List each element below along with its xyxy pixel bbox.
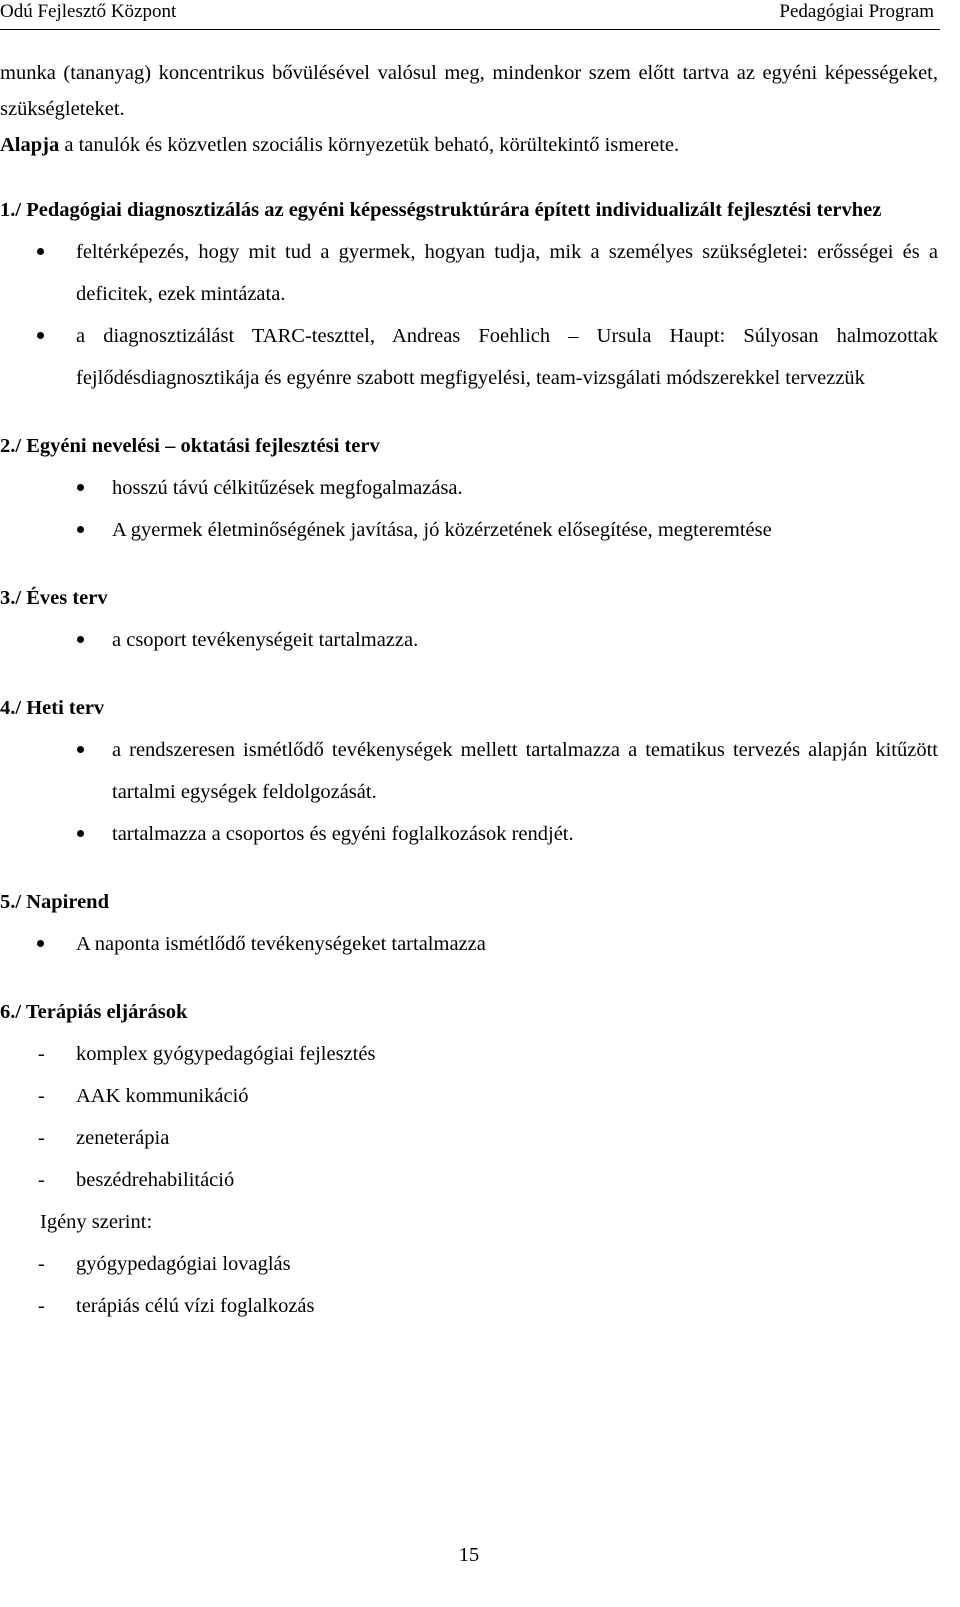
list-item: - zeneterápia: [0, 1117, 938, 1159]
list-item: - terápiás célú vízi foglalkozás: [0, 1285, 938, 1327]
list-item: a diagnosztizálást TARC-teszttel, Andreas Foehlich – Ursula Haupt: Súlyosan halmozottak fejlődésdiagnosztikája és egyénre szabott megfigyelési, team-vizsgálati módszerekkel tervezzük: [0, 315, 938, 399]
dash-marker: -: [38, 1085, 45, 1107]
bullet-icon: [77, 746, 84, 753]
list-item: A naponta ismétlődő tevékenységeket tartalmazza: [0, 923, 938, 965]
dash-marker: -: [38, 1253, 45, 1275]
intro-alapja: [0, 127, 938, 163]
section-4-list: [0, 729, 938, 855]
page-number: 15: [458, 1544, 480, 1566]
document-body: [0, 55, 938, 1327]
on-demand-label: Igény szerint:: [40, 1211, 153, 1233]
list-item: A gyermek életminőségének javítása, jó közérzetének elősegítése, megteremtése: [0, 509, 938, 551]
list-item: a rendszeresen ismétlődő tevékenységek mellett tartalmazza a tematikus tervezés alapján kitűzött tartalmi egységek feldolgozását.: [0, 729, 938, 813]
header-document-title: Pedagógiai Program: [779, 1, 934, 22]
section-1-title: 1./ Pedagógiai diagnosztizálás az egyéni képességstruktúrára épített individualizált fejlesztési tervhez: [0, 199, 882, 221]
bullet-icon: [77, 636, 84, 643]
section-3-list: [0, 619, 938, 661]
section-6-list: [0, 1033, 938, 1201]
alapja-bold: Alapja: [0, 134, 60, 156]
list-item: - AAK kommunikáció: [0, 1075, 938, 1117]
section-4-title: 4./ Heti terv: [0, 697, 105, 719]
list-item: feltérképezés, hogy mit tud a gyermek, hogyan tudja, mik a személyes szükségletei: erősségei és a deficitek, ezek mintázata.: [0, 231, 938, 315]
section-5-title: 5./ Napirend: [0, 891, 109, 913]
list-item: - beszédrehabilitáció: [0, 1159, 938, 1201]
alapja-text: a tanulók és közvetlen szociális környezetük beható, körültekintő ismerete.: [59, 134, 680, 156]
bullet-icon: [37, 248, 44, 255]
bullet-icon: [37, 332, 44, 339]
list-item: - komplex gyógypedagógiai fejlesztés: [0, 1033, 938, 1075]
list-item: - gyógypedagógiai lovaglás: [0, 1243, 938, 1285]
dash-marker: -: [38, 1295, 45, 1317]
page-header: [0, 0, 960, 34]
section-3-title: 3./ Éves terv: [0, 587, 108, 609]
bullet-icon: [77, 484, 84, 491]
section-1-list: [0, 231, 938, 399]
bullet-icon: [37, 940, 44, 947]
section-5-list: [0, 923, 938, 965]
dash-marker: -: [38, 1127, 45, 1149]
list-item: tartalmazza a csoportos és egyéni foglalkozások rendjét.: [0, 813, 938, 855]
section-2-list: [0, 467, 938, 551]
on-demand-list: [0, 1243, 938, 1327]
section-2-title: 2./ Egyéni nevelési – oktatási fejlesztési terv: [0, 435, 380, 457]
bullet-icon: [77, 526, 84, 533]
header-organization: Odú Fejlesztő Központ: [0, 1, 177, 22]
list-item: hosszú távú célkitűzések megfogalmazása.: [0, 467, 938, 509]
dash-marker: -: [38, 1169, 45, 1191]
header-rule: [0, 29, 940, 30]
intro-paragraph: munka (tananyag) koncentrikus bővülésével valósul meg, mindenkor szem előtt tartva az egyéni képességeket, szükségleteket.: [0, 62, 938, 120]
bullet-icon: [77, 830, 84, 837]
section-6-title: 6./ Terápiás eljárások: [0, 1001, 188, 1023]
list-item: a csoport tevékenységeit tartalmazza.: [0, 619, 938, 661]
dash-marker: -: [38, 1043, 45, 1065]
